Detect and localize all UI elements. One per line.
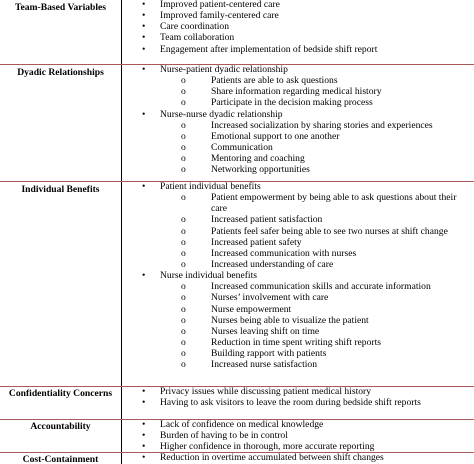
circle-bullet-icon: o <box>181 258 186 270</box>
category-label: Team-Based Variables <box>14 2 107 13</box>
item-text: Team collaboration <box>160 32 235 44</box>
sub-list-item <box>121 164 474 175</box>
sub-item-text: Patient empowerment by being able to ask questions about their <box>211 192 457 204</box>
sub-item-text: Patients are able to ask questions <box>211 75 338 87</box>
circle-bullet-icon: o <box>181 314 186 326</box>
sub-item-text: Nurse empowerment <box>211 303 292 315</box>
row-content <box>121 452 474 463</box>
item-text: Lack of confidence on medical knowledge <box>160 419 324 430</box>
sub-list-item <box>121 203 474 214</box>
category-label: Individual Benefits <box>21 184 100 195</box>
list-item <box>121 64 474 75</box>
category-label: Confidentiality Concerns <box>8 388 113 399</box>
sub-list-item <box>121 304 474 315</box>
sub-item-text: Emotional support to one another <box>211 130 340 142</box>
item-text: Privacy issues while discussing patient medical history <box>160 386 372 397</box>
list-item <box>121 270 474 281</box>
sub-list-item <box>121 120 474 131</box>
item-text: Higher confidence in thorough, more accurate reporting <box>160 441 375 453</box>
list-item <box>121 386 474 397</box>
sub-list-item <box>121 192 474 203</box>
list-item <box>121 430 474 441</box>
list-item <box>121 452 474 463</box>
bullet-icon: • <box>142 270 146 282</box>
sub-list-item <box>121 292 474 303</box>
list-item <box>121 441 474 452</box>
item-text: Improved patient-centered care <box>160 0 280 10</box>
bullet-icon: • <box>142 108 146 120</box>
circle-bullet-icon: o <box>181 97 186 109</box>
sub-item-text: Communication <box>211 141 273 153</box>
sub-list-item <box>121 86 474 97</box>
bullet-icon: • <box>142 430 146 442</box>
circle-bullet-icon: o <box>181 153 186 165</box>
circle-bullet-icon: o <box>181 130 186 142</box>
list-item <box>121 32 474 43</box>
sub-list-item <box>121 97 474 108</box>
circle-bullet-icon: o <box>181 281 186 293</box>
circle-bullet-icon: o <box>181 192 186 204</box>
sub-item-text: Building rapport with patients <box>211 348 327 360</box>
sub-item-text: Increased communication skills and accurate information <box>211 281 431 293</box>
sub-item-text: Increased socialization by sharing stories and experiences <box>211 119 433 131</box>
circle-bullet-icon: o <box>181 325 186 337</box>
sub-item-text: Increased patient satisfaction <box>211 214 323 226</box>
sub-item-text: Increased patient safety <box>211 236 302 248</box>
sub-list-item <box>121 214 474 225</box>
bullet-icon: • <box>142 181 146 192</box>
row-divider <box>0 452 474 453</box>
sub-list-item <box>121 248 474 259</box>
bullet-icon: • <box>142 64 146 75</box>
bullet-icon: • <box>142 21 146 33</box>
item-text: Improved family-centered care <box>160 10 279 22</box>
bullet-icon: • <box>142 43 146 55</box>
circle-bullet-icon: o <box>181 214 186 226</box>
category-label: Cost-Containment <box>22 454 99 464</box>
sub-list-item <box>121 237 474 248</box>
sub-item-text: Nurses’ involvement with care <box>211 292 329 304</box>
circle-bullet-icon: o <box>181 359 186 371</box>
list-item <box>121 10 474 21</box>
circle-bullet-icon: o <box>181 225 186 237</box>
item-text: Nurse-nurse dyadic relationship <box>160 108 283 120</box>
item-text: Nurse-patient dyadic relationship <box>160 64 288 75</box>
bullet-icon: • <box>142 10 146 22</box>
list-item <box>121 109 474 120</box>
row-divider <box>0 386 474 387</box>
row-content <box>121 181 474 370</box>
circle-bullet-icon: o <box>181 303 186 315</box>
sub-list-item <box>121 337 474 348</box>
sub-item-text: Participate in the decision making process <box>211 97 373 109</box>
sub-list-item <box>121 259 474 270</box>
sub-item-text: Networking opportunities <box>211 164 310 176</box>
circle-bullet-icon: o <box>181 119 186 131</box>
row-content <box>121 0 474 55</box>
list-item <box>121 0 474 10</box>
bullet-icon: • <box>142 32 146 44</box>
bullet-icon: • <box>142 386 146 397</box>
sub-list-item <box>121 142 474 153</box>
bullet-icon: • <box>142 452 146 463</box>
circle-bullet-icon: o <box>181 247 186 259</box>
sub-item-text: Share information regarding medical history <box>211 86 382 98</box>
bullet-icon: • <box>142 397 146 409</box>
row-divider <box>0 181 474 182</box>
sub-list-item <box>121 348 474 359</box>
sub-item-text: Nurses leaving shift on time <box>211 325 320 337</box>
sub-item-text: Nurses being able to visualize the patient <box>211 314 369 326</box>
circle-bullet-icon: o <box>181 348 186 360</box>
circle-bullet-icon: o <box>181 75 186 87</box>
circle-bullet-icon: o <box>181 86 186 98</box>
sub-item-text: Patients feel safer being able to see two nurses at shift change <box>211 225 448 237</box>
category-label: Accountability <box>30 421 91 432</box>
sub-list-item <box>121 315 474 326</box>
sub-item-text: Increased understanding of care <box>211 258 334 270</box>
row-divider <box>0 419 474 420</box>
item-text: Reduction in overtime accumulated between shift changes <box>160 452 384 463</box>
list-item <box>121 419 474 430</box>
row-divider <box>0 64 474 65</box>
list-item <box>121 21 474 32</box>
sub-list-item <box>121 281 474 292</box>
circle-bullet-icon: o <box>181 236 186 248</box>
bullet-icon: • <box>142 0 146 10</box>
row-content <box>121 419 474 452</box>
sub-item-text: Reduction in time spent writing shift reports <box>211 336 381 348</box>
circle-bullet-icon: o <box>181 292 186 304</box>
item-text: Care coordination <box>160 21 229 33</box>
category-label: Dyadic Relationships <box>17 67 104 78</box>
row-content <box>121 64 474 175</box>
list-item <box>121 397 474 408</box>
sub-list-item <box>121 131 474 142</box>
item-text: Patient individual benefits <box>160 181 261 192</box>
sub-list-item <box>121 359 474 370</box>
sub-list-item <box>121 75 474 86</box>
sub-item-text: Mentoring and coaching <box>211 153 305 165</box>
sub-list-item <box>121 326 474 337</box>
item-text: Having to ask visitors to leave the room during bedside shift reports <box>160 397 421 409</box>
circle-bullet-icon: o <box>181 141 186 153</box>
item-text: Nurse individual benefits <box>160 270 257 282</box>
circle-bullet-icon: o <box>181 336 186 348</box>
sub-item-text: Increased nurse satisfaction <box>211 359 318 371</box>
item-text: Engagement after implementation of bedside shift report <box>160 43 378 55</box>
bullet-icon: • <box>142 419 146 430</box>
list-item <box>121 44 474 55</box>
list-item <box>121 181 474 192</box>
sub-item-text: Increased communication with nurses <box>211 247 357 259</box>
sub-item-text: care <box>211 203 227 215</box>
sub-list-item <box>121 226 474 237</box>
sub-list-item <box>121 153 474 164</box>
row-content <box>121 386 474 408</box>
item-text: Burden of having to be in control <box>160 430 288 442</box>
circle-bullet-icon: o <box>181 164 186 176</box>
bullet-icon: • <box>142 441 146 453</box>
